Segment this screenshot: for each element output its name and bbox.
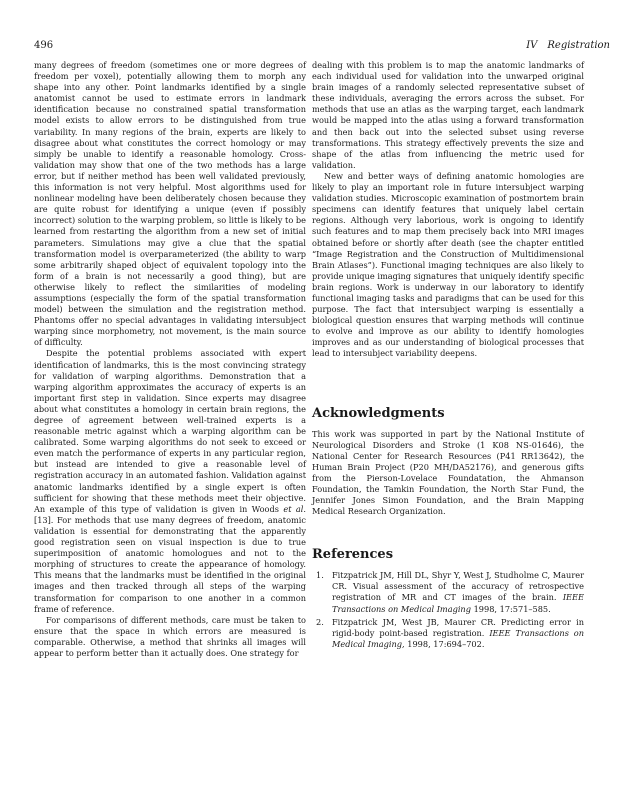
paragraph-text: Despite the potential problems associated with expert identification of landmarks, this is the most convincing strategy for validation of warping algorithms. Demonstration that a warping algorithm approximates the accuracy of experts is an important first step in validation. Since experts may disagree about what constitutes a homology in certain brain regions, the degree of agreement between well-trained experts is a reasonable metric against which a warping algorithm can be calibrated. Some warping algorithms do not seek to exceed or even match the performance of experts in any particular region, but instead are intended to give a reasonable level of registration accuracy in an automated fashion. Validation against anatomic landmarks identified by a single expert is often sufficient for showing that these methods meet their objective. An example of this type of validation is given in Woods <box>34 348 306 514</box>
reference-item <box>312 617 584 650</box>
reference-journal: IEEE Transactions on Medical Imaging <box>332 592 584 614</box>
section-title: Registration <box>547 40 610 51</box>
paragraph <box>34 348 306 614</box>
acknowledgments-text: This work was supported in part by the National Institute of Neurological Disorders and Stroke (1 K08 NS-01646), the National Center for Research Resources (P41 RR13642), the Human Brain Project (P20 MH/DA52176), and generous gifts from the Pierson-Lovelace Foundatation, the Ahmanson Foundation, the Tamkin Foundation, the North Star Fund, the Jennifer Jones Simon Foundation, and the Brain Mapping Medical Research Organization. <box>312 428 584 517</box>
acknowledgments-heading: Acknowledgments <box>312 405 445 421</box>
paragraph: For comparisons of different methods, care must be taken to ensure that the space in which errors are measured is comparable. Otherwise, a method that shrinks all images will appear to perform better than it actually does. One strategy for <box>34 614 306 658</box>
reference-number: 1. <box>316 570 324 581</box>
section-number: IV <box>526 40 538 51</box>
right-column <box>312 60 584 652</box>
reference-list <box>312 570 584 650</box>
reference-tail: 1998, 17:571–585. <box>473 603 551 614</box>
reference-text <box>332 570 584 614</box>
running-title <box>526 40 610 51</box>
reference-journal: IEEE Transactions on Medical Imaging, <box>332 627 584 649</box>
reference-item <box>312 570 584 614</box>
paragraph: many degrees of freedom (sometimes one or more degrees of freedom per voxel), potentially allowing them to morph any shape into any other. Point landmarks identified by a single anatomist cannot be used to estimate errors in landmark identification because no constrained spatial transformation model exists to allow errors to be distinguished from true variability. In many regions of the brain, experts are likely to disagree about what constitutes the correct homology or may simply be unable to identify a reasonable homology. Cross-validation may show that one of the two methods has a large error, but if neither method has been well validated previously, this information is not very helpful. Most algorithms used for nonlinear modeling have been deliberately chosen because they are quite robust for identifying a unique (even if possibly incorrect) solution to the warping problem, so little is likely to be learned from restarting the algorithm from a new set of initial parameters. Simulations may give a clue that the spatial transformation model is overparameterized (the ability to warp some arbitrarily shaped object of equivalent topology into the form of a brain is not necessarily a good thing), but are otherwise likely to reflect the similarities of modeling assumptions (especially the form of the spatial transformation model) between the simulation and the registration method. Phantoms offer no special advantages in validating intersubject warping since morphometry, not movement, is the main source of difficulty. <box>34 60 306 348</box>
paragraph: New and better ways of defining anatomic homologies are likely to play an important role in future intersubject warping validation studies. Microscopic examination of postmortem brain specimens can identify features that uniquely label certain regions. Although very laborious, work is ongoing to identify such features and to map them precisely back into MRI images obtained before or shortly after death (see the chapter entitled “Image Registration and the Construction of Multidimensional Brain Atlases”). Functional imaging techniques are also likely to provide unique imaging signatures that uniquely identify specific brain regions. Work is underway in our laboratory to identify functional imaging tasks and paradigms that can be used for this purpose. The fact that intersubject warping is essentially a biological question ensures that warping methods will continue to evolve and improve as our ability to identify homologies improves and as our understanding of biological processes that lead to intersubject variability deepens. <box>312 170 584 359</box>
left-column <box>34 60 306 659</box>
reference-number: 2. <box>316 616 324 627</box>
reference-body: Fitzpatrick JM, Hill DL, Shyr Y, West J, Studholme C, Maurer CR. Visual assessment of the accuracy of retrospective registration of MR and CT images of the brain. <box>332 570 584 603</box>
reference-tail: 1998, 17:694–702. <box>407 638 485 649</box>
reference-body: Fitzpatrick JM, West JB, Maurer CR. Predicting error in rigid-body point-based registration. <box>332 616 584 638</box>
reference-text <box>332 617 584 650</box>
running-header <box>34 40 610 54</box>
page-number: 496 <box>34 40 54 51</box>
paragraph-text: [13]. For methods that use many degrees of freedom, anatomic validation is essential for demonstrating that the apparently good registration seen on visual inspection is due to true superimposition of anatomic homologues and not to the morphing of structures to create the appearance of homology. This means that the landmarks must be identified in the original images and then tracked through all steps of the warping transformation for comparison to one another in a common frame of reference. <box>34 514 306 614</box>
references-heading: References <box>312 547 394 563</box>
paragraph: dealing with this problem is to map the anatomic landmarks of each individual used for validation into the unwarped original brain images of a randomly selected representative subset of these individuals, averaging the errors across the subset. For methods that use an atlas as the warping target, each landmark would be mapped into the atlas using a forward transformation and then back out into the selected subset using reverse transformations. This strategy effectively prevents the size and shape of the atlas from influencing the metric used for validation. <box>312 60 584 170</box>
et-al: et al. <box>283 503 306 514</box>
